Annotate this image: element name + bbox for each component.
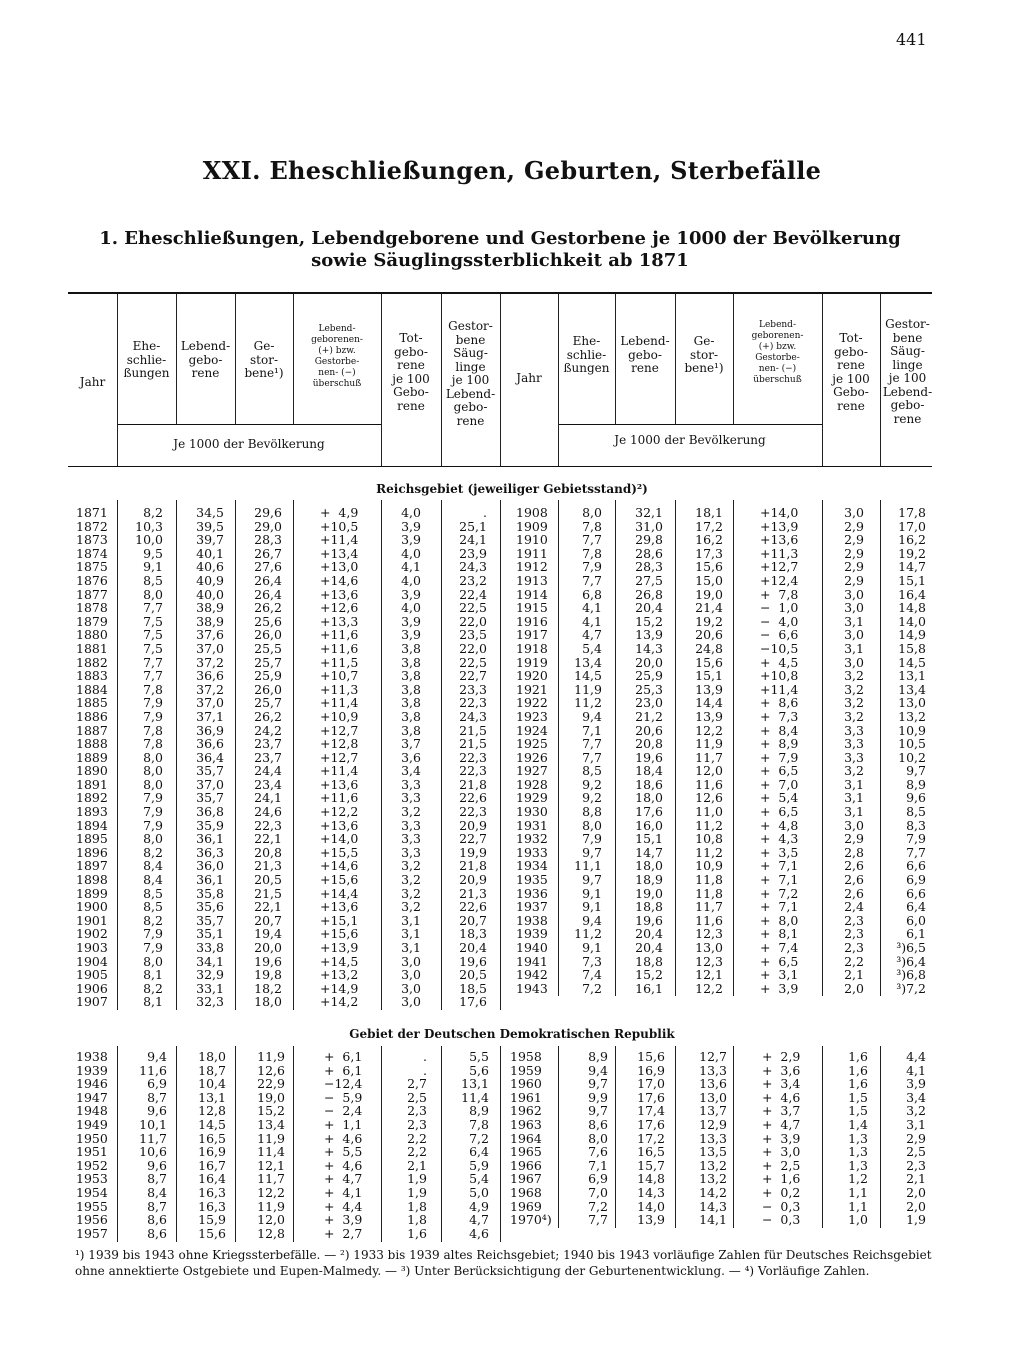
- data-divider: [293, 1046, 294, 1242]
- col-saeuglinge: . 25,1 24,1 23,9 24,3 23,2 22,4 22,5 22,0 23,5 22,0 22,5 22,7 23,3 22,3 24,3 21,5 21,5 22,3 22,3 21,8 22,6 22,3 20,9 22,7 19,9 21,8 20,9 21,3 22,6 20,7 18,3 20,4 19,6 20,5 18,5 17,6: [459, 505, 487, 1010]
- col-saeuglinge: 5,5 5,6 13,1 11,4 8,9 7,8 7,2 6,4 5,9 5,4 5,0 4,9 4,7 4,6: [461, 1049, 489, 1241]
- col-saeuglinge-right: 4,4 4,1 3,9 3,4 3,2 3,1 2,9 2,5 2,3 2,1 2,0 2,0 1,9: [906, 1049, 926, 1228]
- data-divider: [381, 1046, 382, 1242]
- header-jahr: Jahr: [79, 375, 106, 389]
- data-divider: [441, 500, 442, 1010]
- col-jahr-right: 1958 1959 1960 1961 1962 1963 1964 1965 1966 1967 1968 1969 1970⁴): [510, 1049, 552, 1228]
- col-jahr: 1871 1872 1873 1874 1875 1876 1877 1878 1879 1880 1881 1882 1883 1884 1885 1886 1887 1888 1889 1890 1891 1892 1893 1894 1895 1896 1897 1898 1899 1900 1901 1902 1903 1904 1905 1906 1907: [76, 505, 108, 1010]
- data-divider: [822, 1046, 823, 1228]
- data-divider: [733, 1046, 734, 1228]
- data-divider: [176, 500, 177, 1010]
- header-lebendgeborene: Lebend- gebo- rene: [180, 339, 231, 380]
- col-ueberschuss-right: +14,0 +13,9 +13,6 +11,3 +12,7 +12,4 + 7,8 − 1,0 − 4,0 − 6,6 −10,5 + 4,5 +10,8 +11,4 + 8,6 + 7,3 + 8,4 + 8,9 + 7,9 + 6,5 + 7,0 + 5,4 + 6,5 + 4,8 + 4,3 + 3,5 + 7,1 + 7,1 + 7,2 + 7,1 + 8,0 + 8,1 + 7,4 + 6,5 + 3,1 + 3,9: [760, 505, 799, 996]
- col-lebendgeborene: 34,5 39,5 39,7 40,1 40,6 40,9 40,0 38,9 38,9 37,6 37,0 37,2 36,6 37,2 37,0 37,1 36,9 36,6 36,4 35,7 37,0 35,7 36,8 35,9 36,1 36,3 36,0 36,1 35,8 35,6 35,7 35,1 33,8 34,1 32,9 33,1 32,3: [196, 505, 224, 1010]
- header-eheschliessungen-right: Ehe- schlie- ßungen: [563, 334, 610, 375]
- header-jahr-right: Jahr: [516, 371, 542, 385]
- table-title: [0, 228, 1000, 272]
- data-divider: [500, 1046, 501, 1242]
- data-divider: [293, 500, 294, 1010]
- page-number: 441: [896, 30, 927, 49]
- col-gestorbene: 11,9 12,6 22,9 19,0 15,2 13,4 11,9 11,4 12,1 11,7 12,2 11,9 12,0 12,8: [257, 1049, 285, 1241]
- col-totgeborene: 4,0 3,9 3,9 4,0 4,1 4,0 3,9 4,0 3,9 3,9 3,8 3,8 3,8 3,8 3,8 3,8 3,8 3,7 3,6 3,4 3,3 3,3 3,2 3,3 3,3 3,3 3,2 3,2 3,2 3,2 3,1 3,1 3,1 3,0 3,0 3,0 3,0: [401, 505, 421, 1010]
- header-je1000-right: Je 1000 der Bevölkerung: [614, 433, 766, 447]
- je1000-rule-left: [117, 424, 381, 425]
- data-divider: [822, 500, 823, 996]
- col-lebendgeborene-right: 15,6 16,9 17,0 17,6 17,4 17,6 17,2 16,5 15,7 14,8 14,3 14,0 13,9: [637, 1049, 665, 1228]
- col-eheschliessungen: 9,4 11,6 6,9 8,7 9,6 10,1 11,7 10,6 9,6 8,7 8,4 8,7 8,6 8,6: [139, 1049, 167, 1241]
- data-divider: [117, 500, 118, 1010]
- section-reichsgebiet-title: Reichsgebiet (jeweiliger Gebietsstand)²): [376, 482, 648, 496]
- data-divider: [558, 500, 559, 996]
- header-gestorbene-right: Ge- stor- bene¹): [684, 334, 724, 375]
- data-divider: [558, 1046, 559, 1228]
- header-totgeborene: Tot- gebo- rene je 100 Gebo- rene: [392, 331, 430, 413]
- section-ddr-title: Gebiet der Deutschen Demokratischen Republik: [349, 1027, 675, 1041]
- header-lebendgeborene-right: Lebend- gebo- rene: [620, 334, 670, 375]
- table-title-line1: 1. Eheschließungen, Lebendgeborene und Gestorbene je 1000 der Bevölkerung: [99, 228, 901, 249]
- col-totgeborene: . . 2,7 2,5 2,3 2,3 2,2 2,2 2,1 1,9 1,9 1,8 1,8 1,6: [407, 1049, 427, 1241]
- header-je1000-left: Je 1000 der Bevölkerung: [173, 437, 325, 451]
- col-gestorbene-right: 12,7 13,3 13,6 13,0 13,7 12,9 13,3 13,5 13,2 13,2 14,2 14,3 14,1: [699, 1049, 727, 1228]
- data-divider: [235, 1046, 236, 1242]
- col-saeuglinge-right: 17,8 17,0 16,2 19,2 14,7 15,1 16,4 14,8 14,0 14,9 15,8 14,5 13,1 13,4 13,0 13,2 10,9 10,5 10,2 9,7 8,9 9,6 8,5 8,3 7,9 7,7 6,6 6,9 6,6 6,4 6,0 6,1 ³)6,5 ³)6,4 ³)6,8 ³)7,2: [896, 505, 926, 996]
- col-ueberschuss: + 6,1 + 6,1 −12,4 − 5,9 − 2,4 + 1,1 + 4,6 + 5,5 + 4,6 + 4,7 + 4,1 + 4,4 + 3,9 + 2,7: [324, 1049, 363, 1241]
- col-lebendgeborene-right: 32,1 31,0 29,8 28,6 28,3 27,5 26,8 20,4 15,2 13,9 14,3 20,0 25,9 25,3 23,0 21,2 20,6 20,8 19,6 18,4 18,6 18,0 17,6 16,0 15,1 14,7 18,0 18,9 19,0 18,8 19,6 20,4 20,4 18,8 15,2 16,1: [635, 505, 663, 996]
- col-totgeborene-right: 1,6 1,6 1,6 1,5 1,5 1,4 1,3 1,3 1,3 1,2 1,1 1,1 1,0: [848, 1049, 868, 1228]
- data-divider: [441, 1046, 442, 1242]
- table-title-line2: sowie Säuglingssterblichkeit ab 1871: [311, 250, 689, 271]
- col-ueberschuss: + 4,9 +10,5 +11,4 +13,4 +13,0 +14,6 +13,6 +12,6 +13,3 +11,6 +11,6 +11,5 +10,7 +11,3 +11,4 +10,9 +12,7 +12,8 +12,7 +11,4 +13,6 +11,6 +12,2 +13,6 +14,0 +15,5 +14,6 +15,6 +14,4 +13,6 +15,1 +15,6 +13,9 +14,5 +13,2 +14,9 +14,2: [320, 505, 359, 1010]
- data-divider: [615, 1046, 616, 1228]
- data-divider: [176, 1046, 177, 1242]
- col-eheschliessungen-right: 8,9 9,4 9,7 9,9 9,7 8,6 8,0 7,6 7,1 6,9 7,0 7,2 7,7: [588, 1049, 608, 1228]
- data-divider: [675, 500, 676, 996]
- header-eheschliessungen: Ehe- schlie- ßungen: [123, 339, 170, 380]
- col-lebendgeborene: 18,0 18,7 10,4 13,1 12,8 14,5 16,5 16,9 16,7 16,4 16,3 16,3 15,9 15,6: [198, 1049, 226, 1241]
- col-gestorbene-right: 18,1 17,2 16,2 17,3 15,6 15,0 19,0 21,4 19,2 20,6 24,8 15,6 15,1 13,9 14,4 13,9 12,2 11,9 11,7 12,0 11,6 12,6 11,0 11,2 10,8 11,2 10,9 11,8 11,8 11,7 11,6 12,3 13,0 12,3 12,1 12,2: [695, 505, 723, 996]
- col-ueberschuss-right: + 2,9 + 3,6 + 3,4 + 4,6 + 3,7 + 4,7 + 3,9 + 3,0 + 2,5 + 1,6 + 0,2 − 0,3 − 0,3: [762, 1049, 801, 1228]
- data-divider: [675, 1046, 676, 1228]
- header-ueberschuss-right: Lebend- geborenen- (+) bzw. Gestorbe- nen- (−) überschuß: [751, 320, 804, 385]
- col-gestorbene: 29,6 29,0 28,3 26,7 27,6 26,4 26,4 26,2 25,6 26,0 25,5 25,7 25,9 26,0 25,7 26,2 24,2 23,7 23,7 24,4 23,4 24,1 24,6 22,3 22,1 20,8 21,3 20,5 21,5 22,1 20,7 19,4 20,0 19,6 19,8 18,2 18,0: [254, 505, 282, 1010]
- data-divider: [235, 500, 236, 1010]
- header-saeuglinge-right: Gestor- bene Säug- linge je 100 Lebend- gebo- rene: [882, 317, 933, 426]
- footnotes: ¹) 1939 bis 1943 ohne Kriegssterbefälle. — ²) 1933 bis 1939 altes Reichsgebiet; 1940 bis 1943 vorläufige Zahlen für Deutsches Reichsgebiet ohne annektierte Ostgebiete und Eupen-Malmedy. — ³) Unter Berücksichtigung der Geburtenentwicklung. — ⁴) Vorläufige Zahlen.: [75, 1248, 932, 1278]
- data-divider: [500, 500, 501, 1010]
- col-jahr-right: 1908 1909 1910 1911 1912 1913 1914 1915 1916 1917 1918 1919 1920 1921 1922 1923 1924 1925 1926 1927 1928 1929 1930 1931 1932 1933 1934 1935 1936 1937 1938 1939 1940 1941 1942 1943: [516, 505, 548, 996]
- data-divider: [381, 500, 382, 1010]
- col-totgeborene-right: 3,0 2,9 2,9 2,9 2,9 2,9 3,0 3,0 3,1 3,0 3,1 3,0 3,2 3,2 3,2 3,2 3,3 3,3 3,3 3,2 3,1 3,1 3,1 3,0 2,9 2,8 2,6 2,6 2,6 2,4 2,3 2,3 2,3 2,2 2,1 2,0: [844, 505, 864, 996]
- header-gestorbene: Ge- stor- bene¹): [244, 339, 284, 380]
- col-jahr: 1938 1939 1946 1947 1948 1949 1950 1951 1952 1953 1954 1955 1956 1957: [76, 1049, 108, 1241]
- col-eheschliessungen-right: 8,0 7,8 7,7 7,8 7,9 7,7 6,8 4,1 4,1 4,7 5,4 13,4 14,5 11,9 11,2 9,4 7,1 7,7 7,7 8,5 9,2 9,2 8,8 8,0 7,9 9,7 11,1 9,7 9,1 9,1 9,4 11,2 9,1 7,3 7,4 7,2: [574, 505, 602, 996]
- data-divider: [880, 1046, 881, 1228]
- header-ueberschuss: Lebend- geborenen- (+) bzw. Gestorbe- nen- (−) überschuß: [311, 324, 363, 389]
- header-totgeborene-right: Tot- gebo- rene je 100 Gebo- rene: [832, 331, 870, 413]
- col-eheschliessungen: 8,2 10,3 10,0 9,5 9,1 8,5 8,0 7,7 7,5 7,5 7,5 7,7 7,7 7,8 7,9 7,9 7,8 7,8 8,0 8,0 8,0 7,9 7,9 7,9 8,0 8,2 8,4 8,4 8,5 8,5 8,2 7,9 7,9 8,0 8,1 8,2 8,1: [135, 505, 163, 1010]
- data-divider: [117, 1046, 118, 1242]
- data-divider: [880, 500, 881, 996]
- chapter-title: XXI. Eheschließungen, Geburten, Sterbefälle: [202, 156, 822, 185]
- header-bottom-rule: [68, 466, 932, 467]
- data-divider: [615, 500, 616, 996]
- header-saeuglinge: Gestor- bene Säug- linge je 100 Lebend- gebo- rene: [445, 319, 496, 428]
- je1000-rule-right: [558, 424, 822, 425]
- data-divider: [733, 500, 734, 996]
